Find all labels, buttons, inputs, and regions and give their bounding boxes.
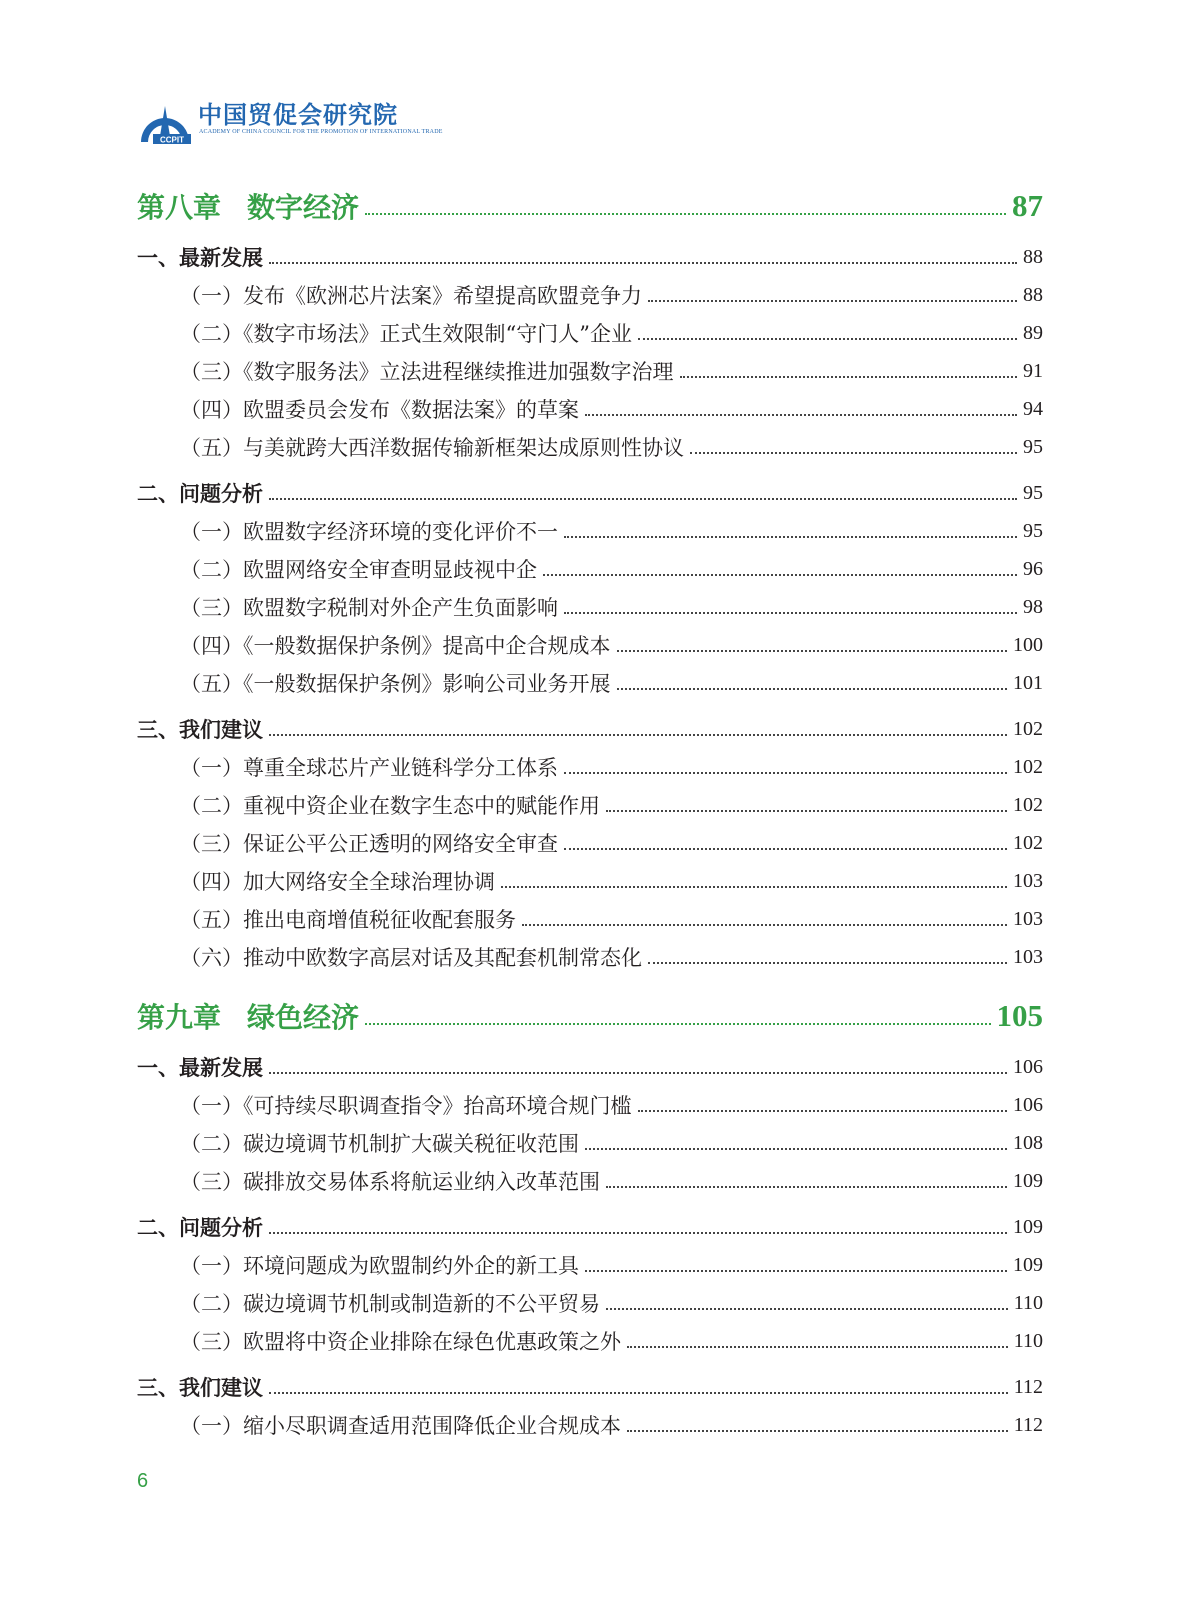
dot-leader (690, 452, 1017, 454)
item-label: （一）环境问题成为欧盟制约外企的新工具 (180, 1254, 579, 1278)
section-label: 二、问题分析 (137, 482, 263, 506)
dot-leader (606, 810, 1007, 812)
page-ref: 103 (1013, 945, 1043, 968)
svg-text:CCPIT: CCPIT (160, 135, 184, 145)
ccpit-logo (137, 92, 193, 148)
item-label: （一）欧盟数字经济环境的变化评价不一 (180, 520, 558, 544)
dot-leader (543, 574, 1017, 576)
chapter-title: 数字经济 (247, 191, 360, 224)
dot-leader (606, 1308, 1008, 1310)
item-label: （二）《数字市场法》正式生效限制“守门人”企业 (180, 322, 632, 346)
dot-leader (269, 734, 1007, 736)
dot-leader (564, 536, 1017, 538)
dot-leader (680, 376, 1018, 378)
toc-section[interactable] (137, 1052, 1043, 1082)
dot-leader (365, 213, 1006, 215)
item-label: （三）欧盟将中资企业排除在绿色优惠政策之外 (180, 1330, 621, 1354)
page-ref: 106 (1013, 1093, 1043, 1116)
dot-leader (564, 772, 1007, 774)
dot-leader (627, 1430, 1008, 1432)
toc-section[interactable] (137, 478, 1043, 508)
toc-item[interactable] (180, 1166, 1043, 1196)
toc-chapter-8[interactable] (137, 186, 1043, 226)
toc-item[interactable] (180, 1326, 1043, 1356)
page-ref: 102 (1013, 717, 1043, 740)
toc-item[interactable] (180, 904, 1043, 934)
org-name: 中国贸促会研究院 (198, 100, 398, 129)
item-label: （三）《数字服务法》立法进程继续推进加强数字治理 (180, 360, 674, 384)
section-label: 三、我们建议 (137, 718, 263, 742)
page-ref: 89 (1023, 321, 1043, 344)
item-label: （二）碳边境调节机制扩大碳关税征收范围 (180, 1132, 579, 1156)
toc-item[interactable] (180, 668, 1043, 698)
toc-item[interactable] (180, 866, 1043, 896)
toc-item[interactable] (180, 630, 1043, 660)
item-label: （二）欧盟网络安全审查明显歧视中企 (180, 558, 537, 582)
chapter-title: 绿色经济 (247, 1001, 360, 1034)
dot-leader (365, 1023, 990, 1025)
page-ref: 110 (1013, 1329, 1043, 1352)
toc-item[interactable] (180, 1090, 1043, 1120)
dot-leader (648, 962, 1007, 964)
toc-chapter-9[interactable] (137, 996, 1043, 1036)
toc-item[interactable] (180, 942, 1043, 972)
page-ref: 106 (1013, 1055, 1043, 1078)
toc-section[interactable] (137, 714, 1043, 744)
toc-item[interactable] (180, 516, 1043, 546)
item-label: （一）《可持续尽职调查指令》抬高环境合规门槛 (180, 1094, 632, 1118)
item-label: （二）碳边境调节机制或制造新的不公平贸易 (180, 1292, 600, 1316)
page-ref: 100 (1013, 633, 1043, 656)
org-subtitle: ACADEMY OF CHINA COUNCIL FOR THE PROMOTION OF INTERNATIONAL TRADE (199, 129, 443, 135)
page-ref: 95 (1023, 481, 1043, 504)
dot-leader (585, 1148, 1007, 1150)
dot-leader (585, 1270, 1007, 1272)
toc-item[interactable] (180, 1250, 1043, 1280)
section-label: 二、问题分析 (137, 1216, 263, 1240)
item-label: （四）《一般数据保护条例》提高中企合规成本 (180, 634, 611, 658)
toc-item[interactable] (180, 280, 1043, 310)
item-label: （三）欧盟数字税制对外企产生负面影响 (180, 596, 558, 620)
item-label: （一）发布《欧洲芯片法案》希望提高欧盟竞争力 (180, 284, 642, 308)
dot-leader (606, 1186, 1007, 1188)
page-ref: 87 (1012, 188, 1043, 223)
section-label: 一、最新发展 (137, 246, 263, 270)
toc-item[interactable] (180, 752, 1043, 782)
toc-item[interactable] (180, 1410, 1043, 1440)
toc-section[interactable] (137, 1212, 1043, 1242)
dot-leader (564, 612, 1017, 614)
header (137, 92, 443, 152)
item-label: （一）尊重全球芯片产业链科学分工体系 (180, 756, 558, 780)
chapter-number: 第八章 (137, 191, 222, 224)
dot-leader (269, 498, 1017, 500)
page-ref: 95 (1023, 435, 1043, 458)
dot-leader (564, 848, 1007, 850)
dot-leader (585, 414, 1017, 416)
page-ref: 98 (1023, 595, 1043, 618)
chapter-number: 第九章 (137, 1001, 222, 1034)
dot-leader (627, 1346, 1008, 1348)
page-ref: 88 (1023, 283, 1043, 306)
dot-leader (269, 262, 1017, 264)
dot-leader (269, 1392, 1008, 1394)
toc-item[interactable] (180, 394, 1043, 424)
toc-item[interactable] (180, 790, 1043, 820)
dot-leader (501, 886, 1007, 888)
item-label: （一）缩小尽职调查适用范围降低企业合规成本 (180, 1414, 621, 1438)
item-label: （五）推出电商增值税征收配套服务 (180, 908, 516, 932)
page-ref: 112 (1013, 1375, 1043, 1398)
page-ref: 88 (1023, 245, 1043, 268)
toc-item[interactable] (180, 592, 1043, 622)
page-ref: 102 (1013, 755, 1043, 778)
dot-leader (269, 1232, 1007, 1234)
page-number: 6 (137, 1470, 149, 1492)
toc-item[interactable] (180, 1128, 1043, 1158)
item-label: （六）推动中欧数字高层对话及其配套机制常态化 (180, 946, 642, 970)
item-label: （五）《一般数据保护条例》影响公司业务开展 (180, 672, 611, 696)
page-ref: 95 (1023, 519, 1043, 542)
page-ref: 110 (1013, 1291, 1043, 1314)
page-ref: 105 (996, 998, 1043, 1033)
item-label: （四）欧盟委员会发布《数据法案》的草案 (180, 398, 579, 422)
page-ref: 109 (1013, 1169, 1043, 1192)
dot-leader (617, 650, 1008, 652)
item-label: （三）保证公平公正透明的网络安全审查 (180, 832, 558, 856)
page-ref: 94 (1023, 397, 1043, 420)
toc-item[interactable] (180, 1288, 1043, 1318)
page-ref: 112 (1013, 1413, 1043, 1436)
page-ref: 103 (1013, 869, 1043, 892)
item-label: （二）重视中资企业在数字生态中的赋能作用 (180, 794, 600, 818)
page-ref: 102 (1013, 831, 1043, 854)
dot-leader (638, 338, 1017, 340)
dot-leader (269, 1072, 1007, 1074)
dot-leader (648, 300, 1017, 302)
item-label: （四）加大网络安全全球治理协调 (180, 870, 495, 894)
page-ref: 109 (1013, 1253, 1043, 1276)
toc-item[interactable] (180, 356, 1043, 386)
page-ref: 102 (1013, 793, 1043, 816)
page-ref: 103 (1013, 907, 1043, 930)
toc-item[interactable] (180, 828, 1043, 858)
dot-leader (638, 1110, 1008, 1112)
page-ref: 109 (1013, 1215, 1043, 1238)
page-ref: 96 (1023, 557, 1043, 580)
dot-leader (522, 924, 1007, 926)
item-label: （三）碳排放交易体系将航运业纳入改革范围 (180, 1170, 600, 1194)
toc-section[interactable] (137, 1372, 1043, 1402)
toc-item[interactable] (180, 554, 1043, 584)
page-ref: 108 (1013, 1131, 1043, 1154)
toc-section[interactable] (137, 242, 1043, 272)
page-ref: 101 (1013, 671, 1043, 694)
page-ref: 91 (1023, 359, 1043, 382)
section-label: 三、我们建议 (137, 1376, 263, 1400)
section-label: 一、最新发展 (137, 1056, 263, 1080)
toc-item[interactable] (180, 318, 1043, 348)
item-label: （五）与美就跨大西洋数据传输新框架达成原则性协议 (180, 436, 684, 460)
dot-leader (617, 688, 1008, 690)
toc-item[interactable] (180, 432, 1043, 462)
